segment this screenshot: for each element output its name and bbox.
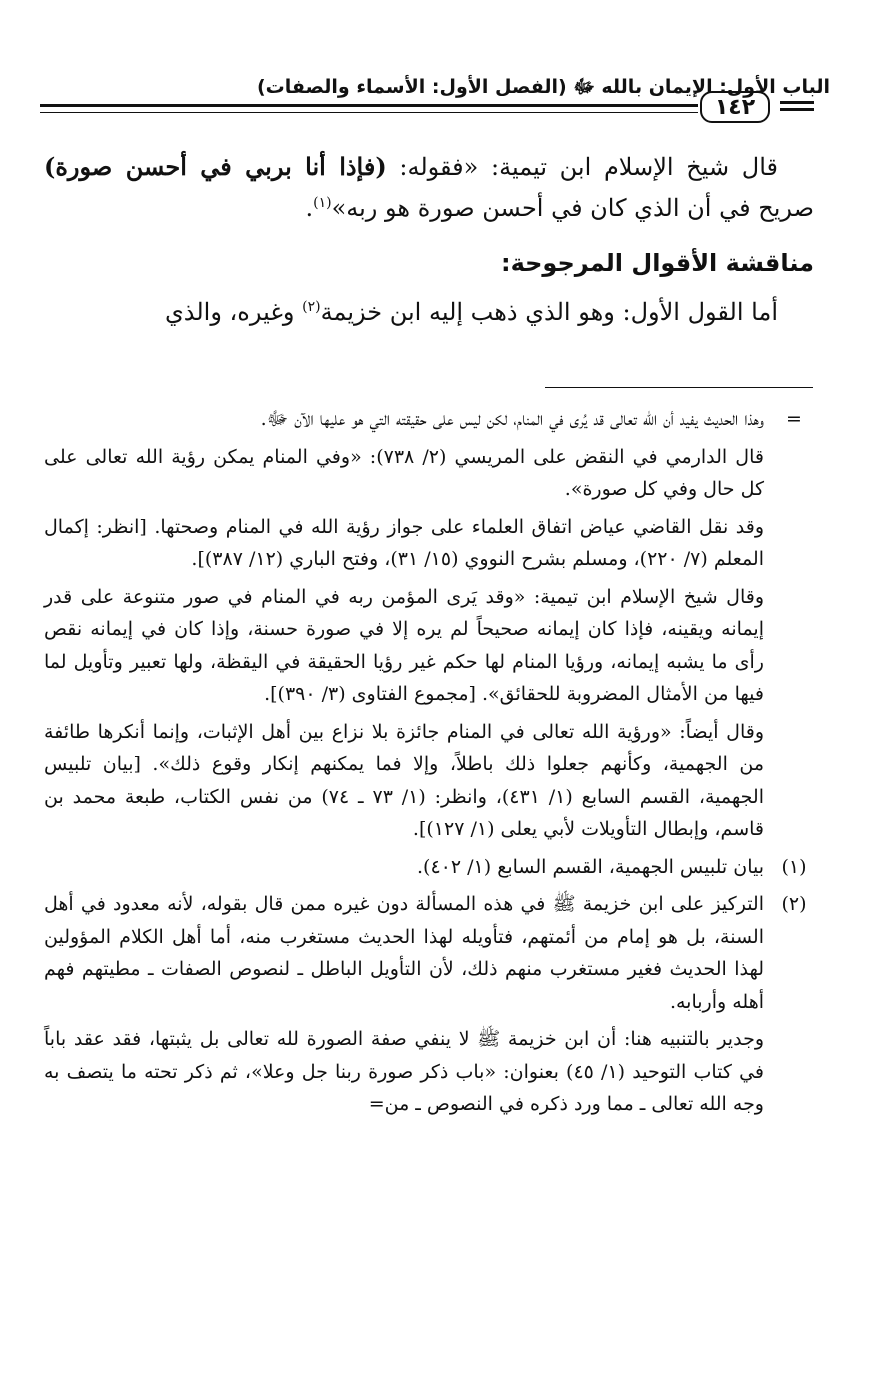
main-text bbox=[44, 146, 814, 333]
footnote-continued bbox=[44, 403, 802, 436]
paragraph-first-opinion: أما القول الأول: وهو الذي ذهب إليه ابن خزيمة$^{(٢)}$ وغيره، والذي bbox=[164, 298, 778, 326]
hadith-quote: (فإذا أنا بربي في أحسن صورة) bbox=[44, 152, 387, 181]
footnote-ref-2[interactable]: (٢) bbox=[302, 299, 321, 315]
footnote-paragraph: وقال شيخ الإسلام ابن تيمية: «وقد يَرى المؤمن ربه في المنام في صور متنوعة على قدر إيمانه ويقينه، فإذا كان إيمانه صحيحاً لم يره إلا في صورة حسنة، وإذا كان في إيمانه نقص رأى ما يشبه إيمانه، ورؤيا المنام لها حكم غير رؤيا الحقيقة في اليقظة، ولها تعبير وتأويل لما فيها من الأمثال المضروبة للحقائق». [مجموع الفتاوى (٣/ ٣٩٠)]. bbox=[44, 585, 764, 705]
footnote-paragraph: وقال أيضاً: «ورؤية الله تعالى في المنام جائزة بلا نزاع بين أهل الإثبات، وإنما أنكرها طائفة من الجهمية، وكأنهم جعلوا ذلك باطلاً، وإلا فما يمكنهم إنكار وقوع ذلك». [بيان تلبيس الجهمية، القسم السابع (١/ ٤٣١)، وانظر: (١/ ٧٣ ـ ٧٤) من نفس الكتاب، طبعة محمد بن قاسم، وإبطال التأويلات لأبي يعلى (١/ ١٢٧)]. bbox=[44, 720, 764, 840]
footnote-paragraph: قال الدارمي في النقض على المريسي (٢/ ٧٣٨): «وفي المنام يمكن رؤية الله تعالى على كل حال وفي كل صورة». bbox=[44, 445, 764, 500]
footnote-2 bbox=[44, 888, 807, 1018]
footnote-marker: (٢) bbox=[781, 893, 807, 915]
footnote-text: بيان تلبيس الجهمية، القسم السابع (١/ ٤٠٢). bbox=[417, 855, 764, 878]
footnote-paragraph: وجدير بالتنبيه هنا: أن ابن خزيمة ﷺ لا ينفي صفة الصورة لله تعالى بل يثبتها، فقد عقد باباً في كتاب التوحيد (١/ ٤٥) بعنوان: «باب ذكر صورة ربنا جل وعلا»، ثم ذكر تحته ما يتصف به وجه الله تعالى ـ مما ورد ذكره في النصوص ـ من= bbox=[44, 1028, 764, 1115]
page-number: ١٤٢ bbox=[700, 91, 770, 123]
footnote-separator bbox=[545, 387, 813, 388]
footnote-1 bbox=[44, 851, 807, 884]
header-ornament bbox=[780, 101, 814, 104]
footnote-ref-1[interactable]: (١) bbox=[313, 195, 332, 211]
paragraph-quote: قال شيخ الإسلام ابن تيمية: «فقوله: (فإذا أنا بربي في أحسن صورة) صريح في أن الذي كان في أحسن صورة هو ربه»$^{(١)}$. bbox=[44, 152, 814, 222]
header-rule-thin bbox=[40, 112, 698, 113]
section-heading: مناقشة الأقوال المرجوحة: bbox=[500, 249, 814, 277]
footnotes bbox=[44, 403, 807, 1126]
running-header: الباب الأول: الإيمان بالله ﷻ (الفصل الأول: الأسماء والصفات) bbox=[256, 76, 830, 98]
continuation-marker: = bbox=[786, 408, 802, 430]
header-rule bbox=[40, 104, 698, 107]
footnote-marker: (١) bbox=[781, 855, 807, 878]
header-ornament bbox=[780, 108, 814, 111]
footnote-paragraph: وهذا الحديث يفيد أن الله تعالى قد يُرى في المنام، لكن ليس على حقيقته التي هو عليها الآن ﷻ. bbox=[260, 408, 764, 430]
footnote-text: التركيز على ابن خزيمة ﷺ في هذه المسألة دون غيره ممن قال بقوله، لأنه معدود في أهل السنة، بل هو إمام من أئمتهم، فتأويله لهذا الحديث مستغرب منه، أما أهل الكلام المؤولين لهذا الحديث فغير مستغرب منهم ذلك، لأن التأويل الباطل ـ لنصوص الصفات ـ مطيتهم فهم أهله وأربابه. bbox=[44, 893, 764, 1013]
footnote-paragraph: وقد نقل القاضي عياض اتفاق العلماء على جواز رؤية الله في المنام وصحتها. [انظر: إكمال المعلم (٧/ ٢٢٠)، ومسلم بشرح النووي (١٥/ ٣١)، وفتح الباري (١٢/ ٣٨٧)]. bbox=[44, 515, 764, 570]
